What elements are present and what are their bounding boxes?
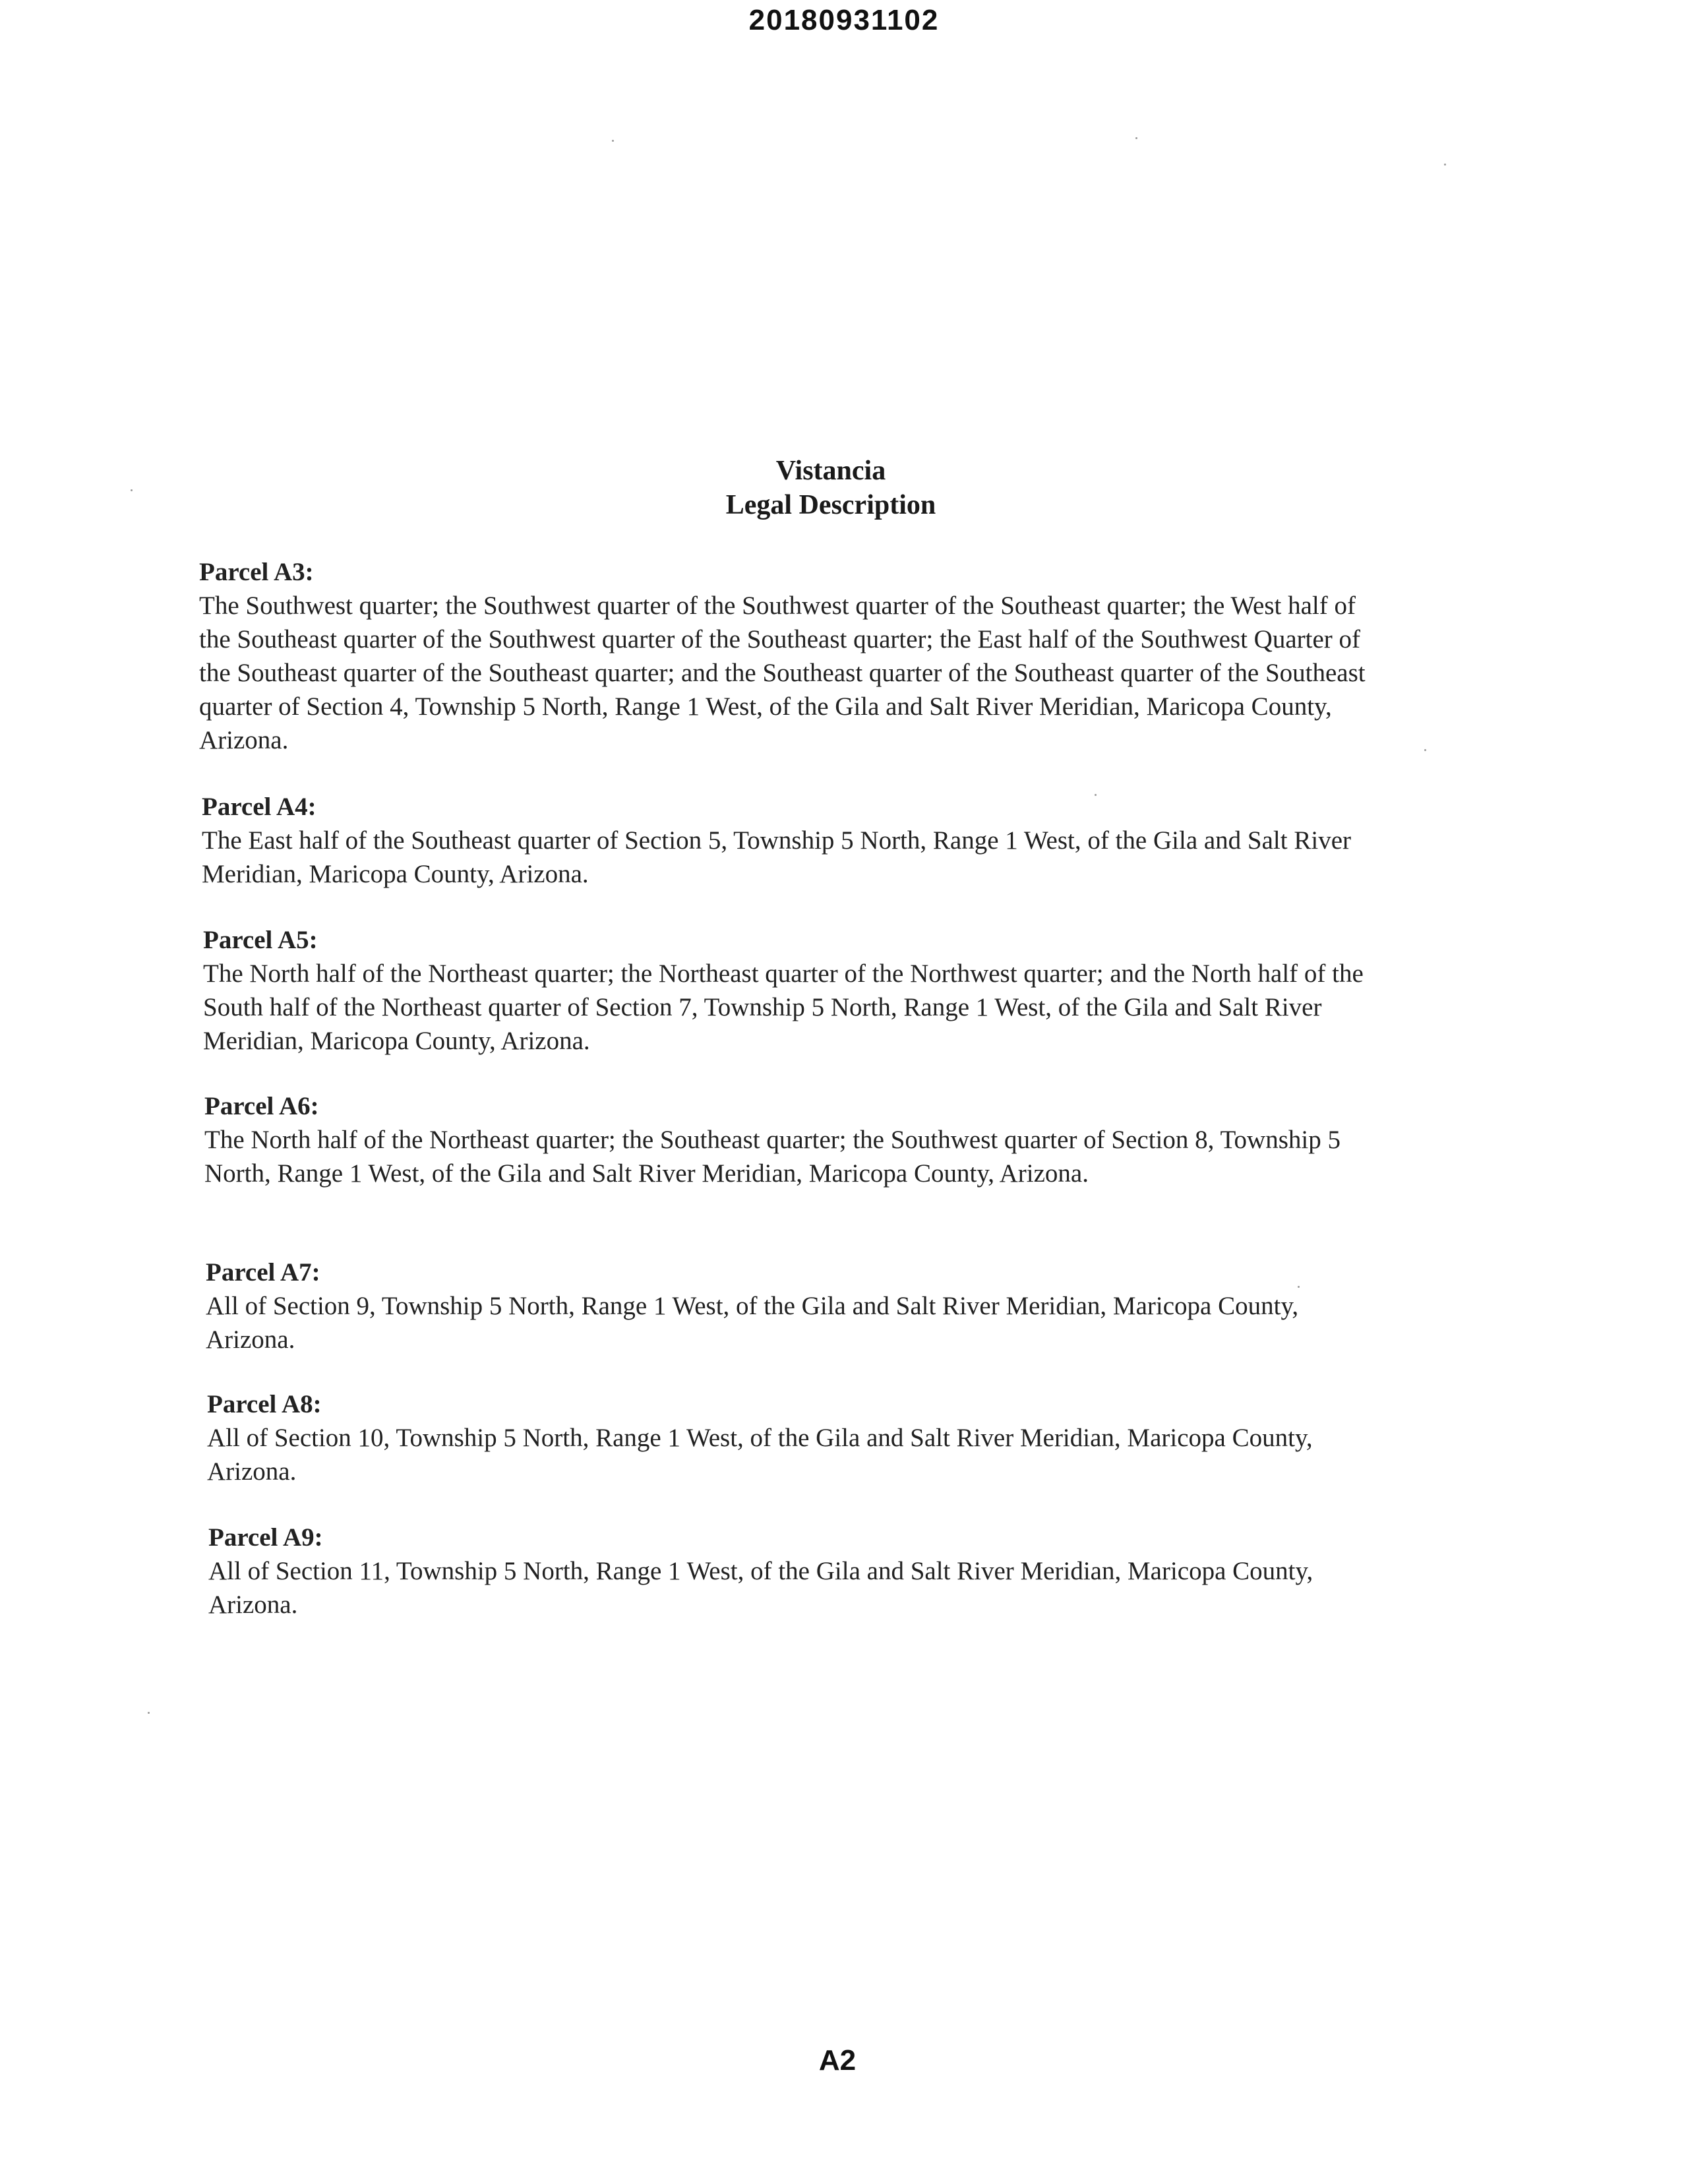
- parcel-a8: [207, 1387, 1315, 1488]
- title-block: [0, 454, 1662, 522]
- parcel-heading: Parcel A7:: [206, 1258, 320, 1287]
- parcel-heading: Parcel A3:: [199, 558, 314, 586]
- parcel-a6: [204, 1089, 1365, 1190]
- parcel-heading: Parcel A8:: [207, 1390, 322, 1418]
- scan-speck: [612, 140, 614, 142]
- parcel-heading: Parcel A4:: [202, 793, 316, 821]
- scan-speck: [148, 1712, 150, 1714]
- parcel-description: All of Section 9, Township 5 North, Range 1 West, of the Gila and Salt River Meridian, Maricopa County, Arizona.: [206, 1292, 1299, 1354]
- document-subtitle: Legal Description: [725, 490, 936, 520]
- parcel-a9: [208, 1521, 1316, 1622]
- parcel-a7: [206, 1256, 1307, 1356]
- scan-speck: [1424, 749, 1426, 751]
- parcel-heading: Parcel A6:: [204, 1092, 319, 1120]
- parcel-a4: [202, 790, 1395, 891]
- parcel-description: The East half of the Southeast quarter of Section 5, Township 5 North, Range 1 West, of the Gila and Salt River Meridian, Maricopa County, Arizona.: [202, 826, 1352, 888]
- parcel-description: All of Section 11, Township 5 North, Range 1 West, of the Gila and Salt River Meridian, Maricopa County, Arizona.: [208, 1557, 1313, 1619]
- parcel-description: The Southwest quarter; the Southwest quarter of the Southwest quarter of the Southeast quarter; the West half of the Southeast quarter of the Southwest quarter of the Southeast quarter; the East half of the Southwest Quarter of the Southeast quarter of the Southeast quarter; and the Southeast quarter of the Southeast quarter of the Southeast quarter of Section 4, Township 5 North, Range 1 West, of the Gila and Salt River Meridian, Maricopa County, Arizona.: [199, 592, 1366, 754]
- parcel-description: The North half of the Northeast quarter; the Northeast quarter of the Northwest quarter; and the North half of the South half of the Northeast quarter of Section 7, Township 5 North, Range 1 West, of the Gila and Salt River Meridian, Maricopa County, Arizona.: [203, 959, 1364, 1055]
- parcel-description: The North half of the Northeast quarter; the Southeast quarter; the Southwest quarter of Section 8, Township 5 North, Range 1 West, of the Gila and Salt River Meridian, Maricopa County, Arizona.: [204, 1126, 1341, 1188]
- scan-speck: [1135, 137, 1137, 139]
- document-title: Vistancia: [775, 456, 886, 486]
- parcel-heading: Parcel A5:: [203, 926, 318, 954]
- parcel-heading: Parcel A9:: [208, 1523, 323, 1552]
- recording-number: 20180931102: [748, 4, 940, 36]
- parcel-description: All of Section 10, Township 5 North, Range 1 West, of the Gila and Salt River Meridian, Maricopa County, Arizona.: [207, 1424, 1313, 1486]
- parcel-a5: [203, 923, 1383, 1058]
- page-label: A2: [818, 2044, 857, 2077]
- parcel-a3: [199, 555, 1386, 757]
- scan-speck: [1444, 164, 1446, 166]
